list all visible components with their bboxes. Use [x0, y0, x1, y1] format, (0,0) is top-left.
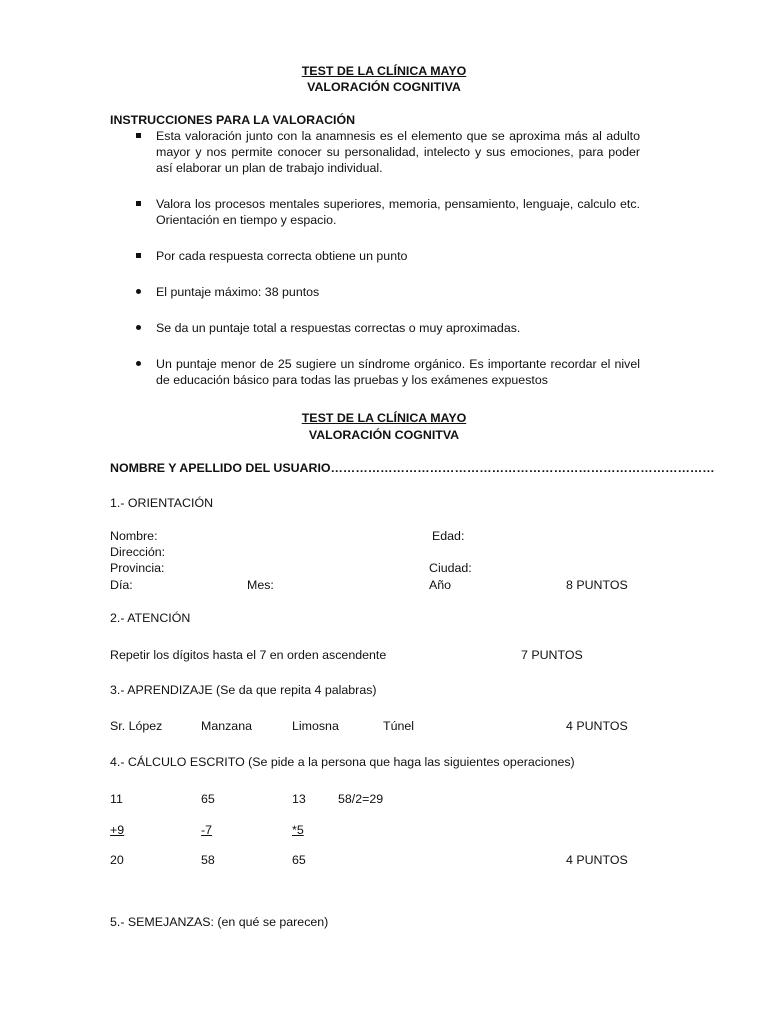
age-label: Edad:: [432, 529, 465, 543]
square-bullet-icon: [132, 248, 144, 264]
city-label: Ciudad:: [429, 561, 472, 575]
attention-instruction: Repetir los dígitos hasta el 7 en orden ascendente: [110, 648, 387, 662]
square-bullet-icon: [132, 196, 144, 212]
list-item-text: Valora los procesos mentales superiores, memoria, pensamiento, lenguaje, calculo etc. Orientación en tiempo y espacio.: [156, 197, 640, 227]
calc-result: 65: [292, 853, 306, 867]
calc-operator: *5: [292, 823, 304, 837]
name-label: Nombre:: [110, 529, 158, 543]
list-item: [110, 284, 640, 300]
calc-operator: -7: [201, 823, 213, 837]
calc-operator: +9: [110, 823, 125, 837]
list-item: [110, 356, 640, 388]
attention-heading: 2.- ATENCIÓN: [110, 611, 191, 625]
instructions-heading: INSTRUCCIONES PARA LA VALORACIÓN: [110, 113, 356, 127]
list-item-text: Un puntaje menor de 25 sugiere un síndrome orgánico. Es importante recordar el nivel de educación básico para todas las pruebas y los exámenes expuestos: [156, 357, 640, 387]
list-item: [110, 128, 640, 176]
calc-operation: 58/2=29: [338, 792, 384, 806]
calc-result: 58: [201, 853, 215, 867]
list-item-text: Por cada respuesta correcta obtiene un punto: [156, 249, 408, 263]
learning-word: Limosna: [292, 719, 339, 733]
orientation-points: 8 PUNTOS: [566, 578, 628, 592]
dot-bullet-icon: [132, 284, 144, 300]
similarities-heading: 5.- SEMEJANZAS: (en qué se parecen): [110, 915, 329, 929]
address-label: Dirección:: [110, 545, 166, 559]
user-name-field-label: NOMBRE Y APELLIDO DEL USUARIO…………………………………………………………………………………: [110, 461, 715, 475]
dot-bullet-icon: [132, 356, 144, 372]
form-title: TEST DE LA CLÍNICA MAYO: [301, 411, 467, 425]
learning-word: Túnel: [383, 719, 414, 733]
list-item-text: Esta valoración junto con la anamnesis es el elemento que se aproxima más al adulto mayor y nos permite conocer su personalidad, intelecto y sus emociones, para poder así elaborar un plan de trabajo individual.: [156, 129, 640, 175]
year-label: Año: [429, 578, 452, 592]
doc-subtitle: VALORACIÓN COGNITIVA: [307, 80, 461, 94]
province-label: Provincia:: [110, 561, 165, 575]
list-item: [110, 196, 640, 228]
month-label: Mes:: [247, 578, 274, 592]
orientation-heading: 1.- ORIENTACIÓN: [110, 496, 214, 510]
calc-result: 20: [110, 853, 124, 867]
learning-word: Manzana: [201, 719, 252, 733]
learning-word: Sr. López: [110, 719, 163, 733]
day-label: Día:: [110, 578, 133, 592]
doc-title: TEST DE LA CLÍNICA MAYO: [301, 64, 467, 78]
calculation-points: 4 PUNTOS: [566, 853, 628, 867]
list-item: [110, 248, 640, 264]
learning-heading: 3.- APRENDIZAJE (Se da que repita 4 palabras): [110, 683, 377, 697]
calculation-heading: 4.- CÁLCULO ESCRITO (Se pide a la persona que haga las siguientes operaciones): [110, 755, 575, 769]
learning-points: 4 PUNTOS: [566, 719, 628, 733]
dot-bullet-icon: [132, 320, 144, 336]
attention-points: 7 PUNTOS: [521, 648, 583, 662]
instructions-list: [110, 128, 640, 388]
calc-operand: 13: [292, 792, 306, 806]
list-item-text: Se da un puntaje total a respuestas correctas o muy aproximadas.: [156, 321, 521, 335]
calc-operand: 11: [110, 792, 123, 806]
list-item-text: El puntaje máximo: 38 puntos: [156, 285, 320, 299]
calc-operand: 65: [201, 792, 215, 806]
square-bullet-icon: [132, 128, 144, 144]
form-subtitle: VALORACIÓN COGNITVA: [308, 428, 460, 442]
list-item: [110, 320, 640, 336]
